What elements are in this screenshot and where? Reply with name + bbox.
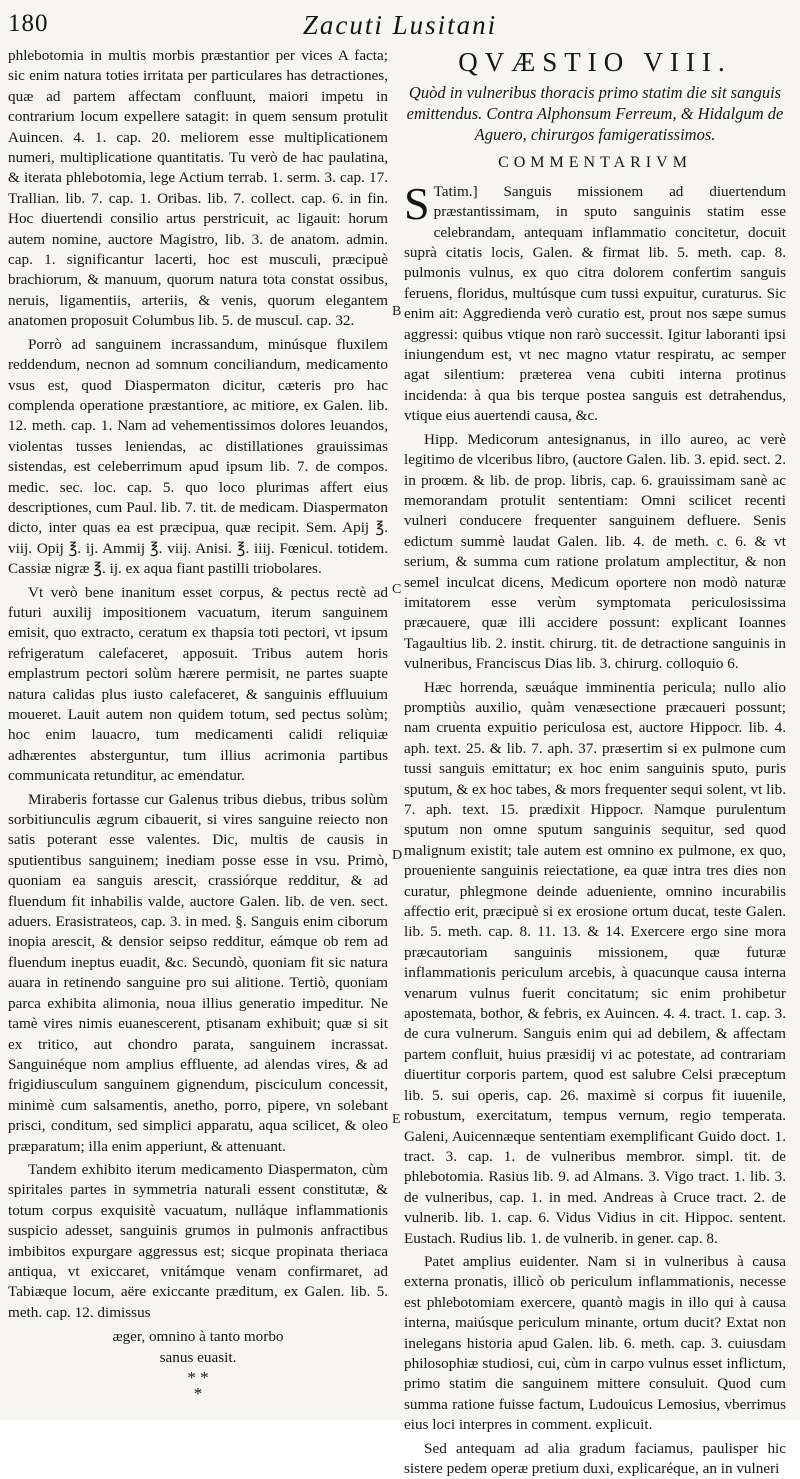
asterism-line: * bbox=[193, 1384, 203, 1404]
right-paragraph: Hipp. Medicorum antesignanus, in illo aureo, ac verè legitimo de vlceribus libro, (auctore Galen. lib. 3. epid. sect. 2. in proœm. & lib. de prop. libris, cap. 6. grauissimam sanè ac memorandam protulit sententiam: Omni scilicet recenti vulneri conducere frequenter sanguinem defluere. Senis edictum summè laudat Galen. lib. 4. de meth. c. 6. & vt serium, & summa cum ratione prolatum amplectitur, & non semel inculcat dicens, Medicum oportere non modò naturæ imitatorem esse verùm symptomata periculosissima præcauere, quæ illi accidere possunt: explicant Ioannes Tagaultius lib. 2. instit. chirurg. tit. de detractione sanguinis in vulneribus, Franciscus Dias lib. 3. chirurg. colloquio 6. bbox=[404, 430, 786, 673]
first-paragraph bbox=[404, 177, 786, 427]
right-column bbox=[404, 46, 786, 1477]
question-subtitle: Quòd in vulneribus thoracis primo statim die sit sanguis emittendus. Contra Alphonsum Ferreum, & Hidalgum de Aguero, chirurgos famigeratissimos. bbox=[406, 83, 784, 145]
left-paragraph: Vt verò bene inanitum esset corpus, & pectus rectè ad futuri auxilij impositionem vacuatum, iterum sanguinem emisit, quo extracto, ceratum ex thapsia toti pectori, vt ipsum refrigeratum calefaceret, apposuit. Tribus autem horis emplastrum pectori solùm hærere permisit, ne partes suapte natura calidas plus iusto calefaceret, & sanguinis effluuium moueret. Lauit autem non quidem totum, sed pectus solùm; hoc enim lauacro, tum medicamenti calidi reliquiæ adhærentes absterguntur, tum illius acrimonia partibus communicata retunditur, ac emendatur. bbox=[8, 583, 388, 785]
closing-lines bbox=[8, 1326, 388, 1368]
margin-letter-c: C bbox=[392, 582, 402, 597]
question-heading: QVÆSTIO VIII. bbox=[458, 47, 732, 77]
drop-cap: S bbox=[404, 177, 430, 229]
margin-letter-b: B bbox=[392, 304, 402, 319]
left-paragraph: Tandem exhibito iterum medicamento Diaspermaton, cùm spiritales partes in symmetria naturali essent constitutæ, & totum corpus exquisitè vacuatum, nulláque inflammationis suspicio adesset, sanguinis grumos in pulmonis anfractibus imbibitos expurgare aggressus est; sicque propinata theriaca antiqua, vt exiccaret, vnitámque venam confirmaret, ad Tabiæque locum, aëre exiccante præditum, ex Galen. lib. 5. meth. cap. 12. dimissus bbox=[8, 1160, 388, 1321]
commentary-heading: COMMENTARIVM bbox=[498, 154, 692, 172]
page-number: 180 bbox=[8, 10, 49, 37]
closing-line: æger, omnino à tanto morbo bbox=[112, 1328, 284, 1346]
right-paragraph: Hæc horrenda, sæuáque imminentia pericula; nullo alio promptiùs auxilio, quàm venæsectione præcaueri possunt; nam cruenta expuitio periculosa est, auctore Hippocr. lib. 4. aph. text. 25. & lib. 7. aph. 37. præsertim si ex pulmone cum tussi sanguis emittatur; ex hoc enim sanguinis sputo, puris sputum, & ex hoc tabes, & mors frequenter sequi solent, vt lib. 7. aph. text. 15. prædixit Hippocr. Namque purulentum sputum non omne sputum sanguinis sequitur, sed quod malignum existit; tale autem est omnino ex pulmone, ex quo, proueniente sanguinis reiectatione, ea quæ intra tres dies non curatur, phlegmone deinde adueniente, omnino incurabilis affectio erit, præcipuè si ex erosione ortum ducat, teste Galen. lib. 5. meth. cap. 8. 11. 13. & 14. Exercere ergo sine mora præcautoriam sanguinis missionem, quæ futuræ inflammationis periculum arcebis, à quacunque causa interna venarum vulnus fuerit concitatum; sic enim prohibetur apostemata, bothor, & febris, ex Auincen. 4. 4. tract. 1. cap. 3. de cura vulnerum. Sanguis enim qui ad debilem, & affectam partem confluit, huius præsidij vi ac potestate, ad contrariam diuertitur corporis partem, quod est salubre Celsi præceptum lib. 5. sui operis, cap. 26. maximè si corpus fit iuuenile, robustum, exercitatum, tempus vernum, regio temperata. Galeni, Auicennæque sententiam exemplificant Guido doct. 1. tract. 3. cap. 1. de vulneribus membror. simpl. tit. de phlebotomia. Rasius lib. 9. ad Almans. 3. Vigo tract. 1. lib. 3. de vulneribus, cap. 1. in med. Andreas à Cruce tract. 2. de vulnerib. lib. 1. cap. 6. Vidus Vidius in cit. Hippoc. sentent. Eustach. Rudius lib. 1. de vulnerib. in gener. cap. 8. bbox=[404, 678, 786, 1247]
left-paragraph: phlebotomia in multis morbis præstantior per vices A facta; sic enim natura toties irritata per particulares has detractiones, quæ ad partem affectam confluunt, maiori impetu in contrarium locum expellere satagit: in quem sensum protulit Auincen. 4. 1. cap. 20. meliorem esse multiplicationem numeri, multiplicatione quantitatis. Tu verò de hac paulatina, & iterata phlebotomia, lege Actium terrab. 1. serm. 3. cap. 17. Trallian. lib. 7. cap. 1. Oribas. lib. 7. collect. cap. 6. in fin. Hoc diuertendi consilio artus perstricuit, ac ligauit: horum autem nomine, auctore Magistro, lib. 3. de anatom. admin. cap. 1. significantur lacerti, hoc est musculi, præcipuè brachiorum, & manuum, quorum natura tota constat ossibus, neruis, ligamentiis, arteriis, & venis, quorum elegantem anatomen proposuit Columbus lib. 5. de muscul. cap. 32. bbox=[8, 47, 388, 330]
left-column bbox=[8, 46, 388, 1416]
margin-letter-d: D bbox=[392, 848, 403, 863]
right-paragraph: Sed antequam ad alia gradum faciamus, paulisper hic sistere pedem operæ pretium duxi, explicaréque, an in vulneri bbox=[404, 1439, 786, 1477]
first-paragraph-text: Tatim.] Sanguis missionem ad diuertendum præstantissimam, in sputo sanguinis statim esse celebrandam, antequam inflammatio concitetur, docuit suprà citatis locis, Galen. & firmat lib. 5. meth. cap. 8. pulmonis vulnus, ex quo citra dolorem confertim sanguis feruens, floridus, multúsque cum tussi expuitur, curaturus. Sic enim ait: Aggredienda verò curatio est, prout nos sæpe sumus aggressi: quibus vtique non rarò successit. Igitur laboranti ipsi iniungendum est, vt nec magno vtatur respiratu, ac semper agat silentium: præterea vena cubiti interna protinus incidenda: à qua bis terque postea sanguis est detrahendus, vtique eius auertendi causa, &c. bbox=[404, 182, 786, 425]
running-title: Zacuti Lusitani bbox=[302, 10, 498, 40]
left-paragraph: Porrò ad sanguinem incrassandum, minúsque fluxilem reddendum, necnon ad somnum conciliandum, medicamento vsus est, quod Diaspermaton dicitur, cæteris pro hac complenda operatione præstantiore, ac mitiore, ex Galen. lib. 12. meth. cap. 1. Nam ad vehementissimos dolores leuandos, violentas tusses leniendas, ac distillationes grauissimas sistendas, est celeberrimum apud ipsum lib. 7. de compos. medic. sec. loc. cap. 5. quo loco plurimas affert eius descriptiones, cum Paul. lib. 7. tit. de medicam. Diaspermaton dicto, inter quas ea est præcipua, quæ recipit. Sem. Apij ℥. viij. Opij ℥. ij. Ammij ℥. viij. Anisi. ℥. iiij. Fœnicul. totidem. Cassiæ nigræ ℥. ij. ex aqua fiant pastilli triobolares. bbox=[8, 335, 388, 578]
margin-letter-e: E bbox=[392, 1112, 401, 1127]
asterism bbox=[8, 1370, 388, 1402]
asterism-line: * * bbox=[187, 1368, 209, 1388]
left-paragraph: Miraberis fortasse cur Galenus tribus diebus, tribus solùm sorbitiunculis ægrum cibauerit, si vires sanguine reiecto non satis poterant esse valentes. Dic, multis de causis in sputientibus sanguinem; inediam posse esse in vsu. Primò, quoniam ea sanguis arescit, crassiórque redditur, & ad fluendum fit inhabilis valde, auctore Galen. lib. de ven. sect. aduers. Erasistrateos, cap. 3. in med. §. Sanguis enim ciborum inopia arescit, & densior seipso redditur, eámque ob rem ad fluendum ineptus euadit, &c. Secundò, quoniam fit sic natura auara in retinendo sanguine pro sui alitione. Tertiò, quoniam parca exhibita alimonia, noua illius generatio impeditur. Ne tamè vires nimis euanescerent, ptisanam exhibuit; quæ si sit ex tritico, aut chondro parata, sanguinem incrassat. Sanguinéque nom amplius effluente, ad alendas vires, & ad frigidiusculum sanguinem gignendum, pisciculum concessit, minimè cum salsamentis, anetho, porro, pipere, vn solebant prisci, conditum, sed simplici apparatu, aqua scilicet, & oleo præparatum; illa enim apperiunt, & attenuant. bbox=[8, 790, 388, 1155]
closing-line: sanus euasit. bbox=[159, 1349, 237, 1367]
right-paragraph: Patet amplius euidenter. Nam si in vulneribus à causa externa pronatis, illicò ob periculum inflammationis, necesse est phlebotomiam exercere, quantò magis in illo qui à causa interna, maiúsque periculum minante, ortum ducit? Extat non inelegans historia apud Galen. lib. 6. meth. cap. 3. cuiusdam philosophiæ studiosi, cui, cùm in carpo vulnus esset inflictum, primo statim die sanguinem mittere consuluit. Quod cum summa ratione fuisse factum, Ludouicus Lemosius, vberrimus eius loci interpres in comment. explicuit. bbox=[404, 1252, 786, 1434]
page-header bbox=[0, 0, 800, 48]
